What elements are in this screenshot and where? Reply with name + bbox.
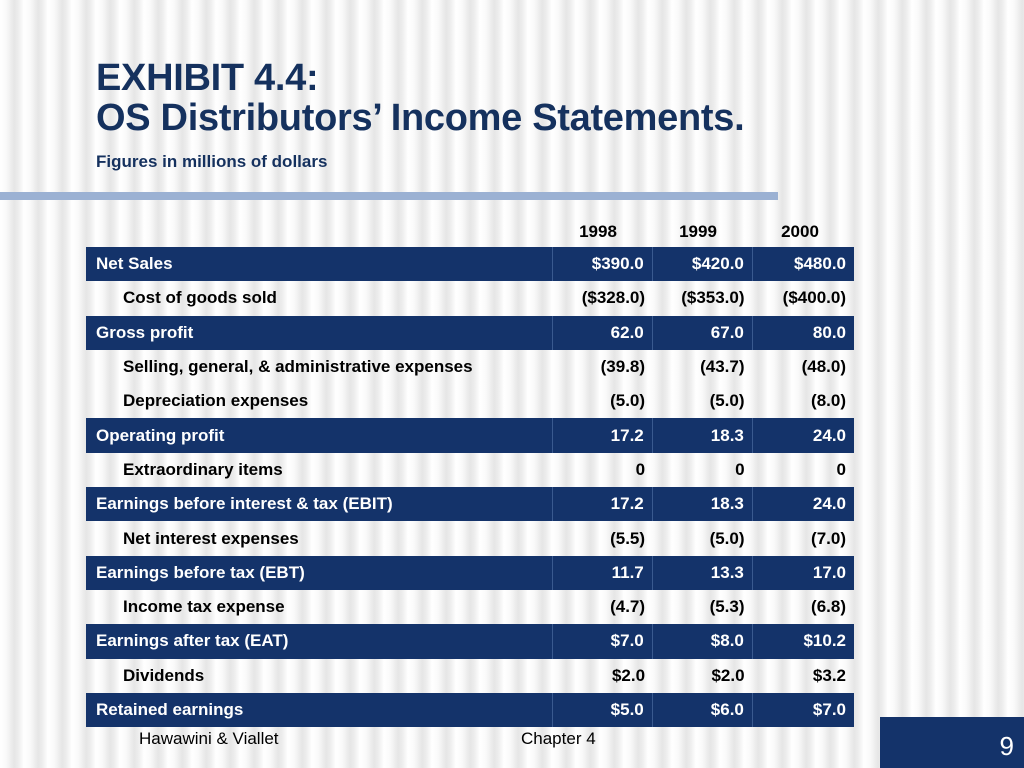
cell-2000: (8.0) (811, 391, 846, 411)
table-row-operating-profit (86, 418, 854, 452)
footer-chapter: Chapter 4 (521, 729, 596, 748)
cell-2000: 0 (836, 459, 846, 479)
table-row-depreciation-expenses (86, 384, 854, 418)
table-row-sga-expenses (86, 350, 854, 384)
cell-1998: (5.5) (610, 528, 646, 548)
cell-2000: (7.0) (811, 528, 846, 548)
cell-1998: 11.7 (552, 556, 652, 590)
cell-1999: 0 (735, 459, 745, 479)
table-row-extraordinary-items (86, 453, 854, 487)
cell-1999: $8.0 (652, 624, 752, 658)
table-row-retained-earnings (86, 693, 854, 727)
slide-title-line-2: OS Distributors’ Income Statements. (96, 97, 745, 139)
slide-title (96, 58, 744, 138)
year-header (548, 220, 854, 244)
cell-1998: $390.0 (552, 247, 652, 281)
table-row-eat (86, 624, 854, 658)
cell-1998: $7.0 (552, 624, 652, 658)
cell-2000: ($400.0) (782, 288, 846, 308)
page-number-box (880, 717, 1024, 768)
cell-1998: 17.2 (552, 487, 652, 521)
cell-1999: 18.3 (652, 418, 752, 452)
row-label: Earnings before interest & tax (EBIT) (96, 494, 393, 514)
cell-1998: $5.0 (552, 693, 652, 727)
cell-1999: (43.7) (700, 357, 745, 377)
cell-1999: $6.0 (652, 693, 752, 727)
cell-1999: $420.0 (652, 247, 752, 281)
cell-2000: $7.0 (752, 693, 854, 727)
cell-1999: 67.0 (652, 316, 752, 350)
cell-2000: $3.2 (812, 665, 846, 685)
row-label: Retained earnings (96, 700, 244, 719)
year-header-1998: 1998 (579, 222, 617, 241)
income-statement-table (86, 247, 854, 727)
cell-1998: 0 (635, 459, 646, 479)
row-label: Extraordinary items (123, 459, 283, 479)
row-label: Selling, general, & administrative expenses (123, 357, 473, 377)
page-number: 9 (999, 731, 1014, 761)
cell-1999: (5.0) (709, 391, 745, 411)
row-label: Depreciation expenses (123, 391, 309, 411)
row-label: Net interest expenses (123, 528, 299, 548)
table-row-income-tax-expense (86, 590, 854, 624)
row-label: Net Sales (96, 254, 173, 274)
cell-2000: (48.0) (801, 357, 846, 377)
title-divider (0, 192, 778, 200)
row-label: Gross profit (96, 322, 194, 342)
cell-1999: (5.0) (709, 528, 745, 548)
cell-2000: 17.0 (752, 556, 854, 590)
row-label: Earnings after tax (EAT) (96, 631, 289, 651)
cell-1999: 13.3 (652, 556, 752, 590)
table-row-net-interest-expenses (86, 521, 854, 555)
table-row-ebt (86, 556, 854, 590)
cell-1999: (5.3) (709, 597, 745, 617)
slide-title-line-1: EXHIBIT 4.4: (96, 57, 319, 99)
table-row-cost-of-goods-sold (86, 281, 854, 315)
footer-authors: Hawawini & Viallet (139, 729, 279, 748)
cell-2000: 80.0 (752, 316, 854, 350)
cell-1998: $2.0 (611, 665, 646, 685)
row-label: Income tax expense (123, 597, 285, 617)
cell-1998: ($328.0) (581, 288, 646, 308)
cell-1999: $2.0 (711, 665, 745, 685)
cell-1998: (5.0) (610, 391, 646, 411)
cell-1998: 62.0 (552, 316, 652, 350)
table-row-net-sales (86, 247, 854, 281)
year-header-1999: 1999 (679, 222, 717, 241)
row-label: Operating profit (96, 425, 225, 445)
cell-2000: (6.8) (811, 597, 846, 617)
row-label: Dividends (123, 665, 205, 685)
cell-1999: ($353.0) (681, 288, 745, 308)
cell-2000: $10.2 (752, 624, 854, 658)
table-row-ebit (86, 487, 854, 521)
slide-subtitle: Figures in millions of dollars (96, 152, 328, 171)
cell-2000: 24.0 (752, 487, 854, 521)
cell-2000: 24.0 (752, 418, 854, 452)
cell-1998: 17.2 (552, 418, 652, 452)
row-label: Cost of goods sold (123, 288, 277, 308)
cell-1999: 18.3 (652, 487, 752, 521)
year-header-2000: 2000 (781, 222, 819, 241)
table-row-dividends (86, 659, 854, 693)
cell-2000: $480.0 (752, 247, 854, 281)
cell-1998: (39.8) (600, 357, 646, 377)
table-row-gross-profit (86, 316, 854, 350)
row-label: Earnings before tax (EBT) (96, 562, 305, 582)
cell-1998: (4.7) (610, 597, 646, 617)
